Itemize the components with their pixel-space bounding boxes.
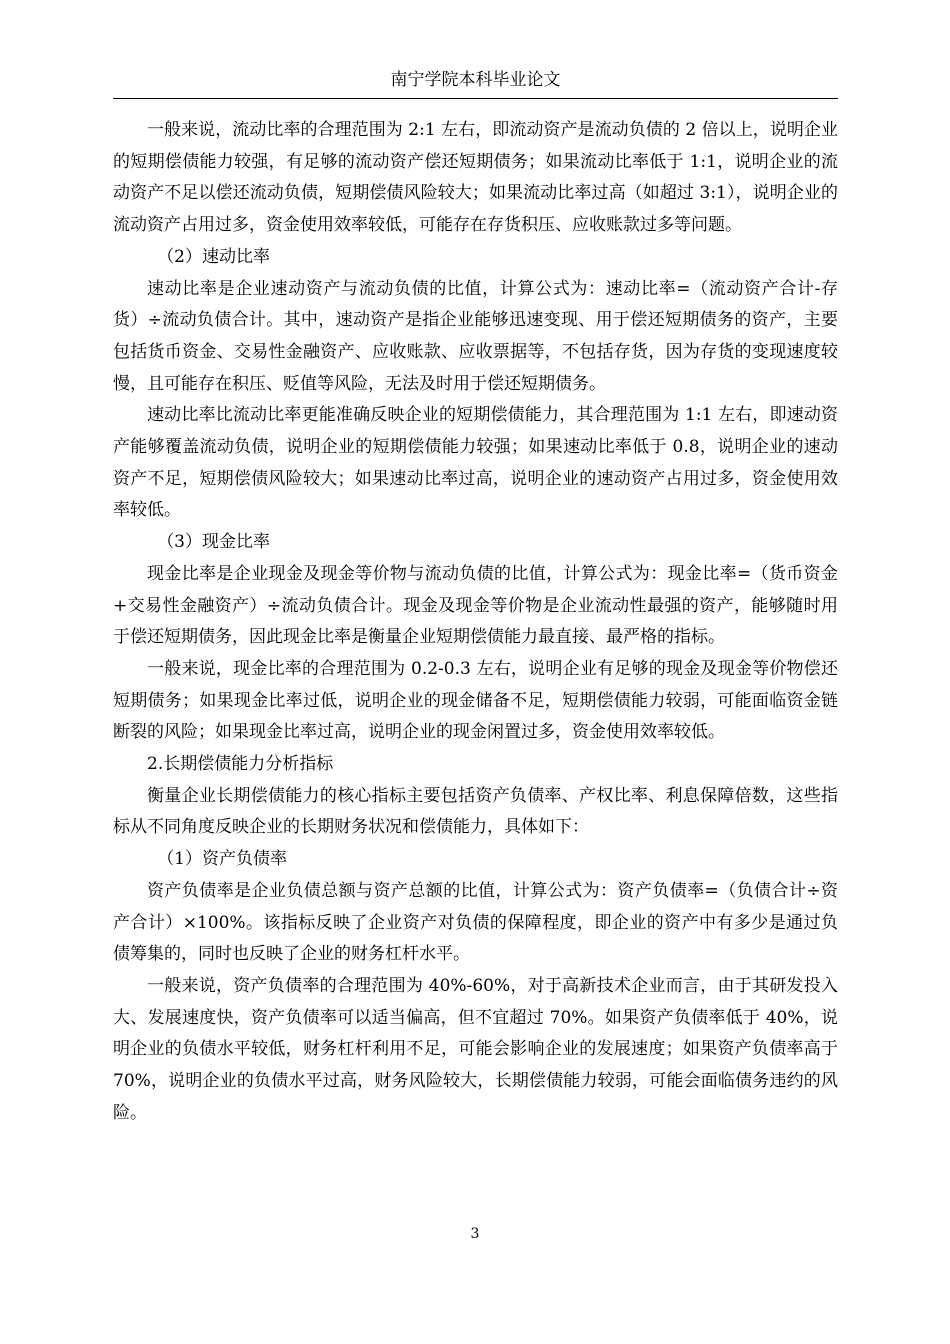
paragraph-long-term-indicators: 衡量企业长期偿债能力的核心指标主要包括资产负债率、产权比率、利息保障倍数，这些指标从不同角度反映企业的长期财务状况和偿债能力，具体如下： (113, 785, 838, 838)
page-number: 3 (470, 1226, 480, 1242)
document-body (113, 115, 838, 1130)
paragraph-quick-ratio-definition: 速动比率是企业速动资产与流动负债的比值，计算公式为：速动比率=（流动资产合计-存货）÷流动负债合计。其中，速动资产是指企业能够迅速变现、用于偿还短期债务的资产，主要包括货币资金、交易性金融资产、应收账款、应收票据等，不包括存货，因为存货的变现速度较慢，且可能存在积压、贬值等风险，无法及时用于偿还短期债务。 (113, 278, 838, 394)
paragraph-cash-ratio-definition: 现金比率是企业现金及现金等价物与流动负债的比值，计算公式为：现金比率=（货币资金+交易性金融资产）÷流动负债合计。现金及现金等价物是企业流动性最强的资产，能够随时用于偿还短期债务，因此现金比率是衡量企业短期偿债能力最直接、最严格的指标。 (113, 563, 838, 648)
page-header (113, 62, 838, 99)
header-title: 南宁学院本科毕业论文 (390, 70, 561, 90)
paragraph-current-ratio-range: 一般来说，流动比率的合理范围为 2:1 左右，即流动资产是流动负债的 2 倍以上，说明企业的短期偿债能力较强，有足够的流动资产偿还短期债务；如果流动比率低于 1:1，说明企业的流动资产不足以偿还流动负债，短期偿债风险较大；如果流动比率过高（如超过 3:1），说明企业的流动资产占用过多，资金使用效率较低，可能存在存货积压、应收账款过多等问题。 (113, 120, 838, 236)
paragraph-quick-ratio-range: 速动比率比流动比率更能准确反映企业的短期偿债能力，其合理范围为 1:1 左右，即速动资产能够覆盖流动负债，说明企业的短期偿债能力较强；如果速动比率低于 0.8，说明企业的速动资产不足，短期偿债风险较大；如果速动比率过高，说明企业的速动资产占用过多，资金使用效率较低。 (113, 405, 838, 521)
paragraph-debt-ratio-definition: 资产负债率是企业负债总额与资产总额的比值，计算公式为：资产负债率=（负债合计÷资产合计）×100%。该指标反映了企业资产对负债的保障程度，即企业的资产中有多少是通过负债筹集的，同时也反映了企业的财务杠杆水平。 (113, 880, 838, 965)
subheading-debt-ratio: （1）资产负债率 (157, 849, 288, 870)
paragraph-cash-ratio-range: 一般来说，现金比率的合理范围为 0.2-0.3 左右，说明企业有足够的现金及现金等价物偿还短期债务；如果现金比率过低，说明企业的现金储备不足，短期偿债能力较弱，可能面临资金链断裂的风险；如果现金比率过高，说明企业的现金闲置过多，资金使用效率较低。 (113, 658, 838, 743)
subheading-quick-ratio: （2）速动比率 (157, 246, 271, 267)
section-heading-long-term-solvency: 2.长期偿债能力分析指标 (147, 754, 334, 775)
paragraph-debt-ratio-range: 一般来说，资产负债率的合理范围为 40%-60%，对于高新技术企业而言，由于其研发投入大、发展速度快，资产负债率可以适当偏高，但不宜超过 70%。如果资产负债率低于 40%，说明企业的负债水平较低，财务杠杆利用不足，可能会影响企业的发展速度；如果资产负债率高于 70%，说明企业的负债水平过高，财务风险较大，长期偿债能力较弱，可能会面临债务违约的风险。 (113, 975, 838, 1123)
subheading-cash-ratio: （3）现金比率 (157, 532, 271, 553)
